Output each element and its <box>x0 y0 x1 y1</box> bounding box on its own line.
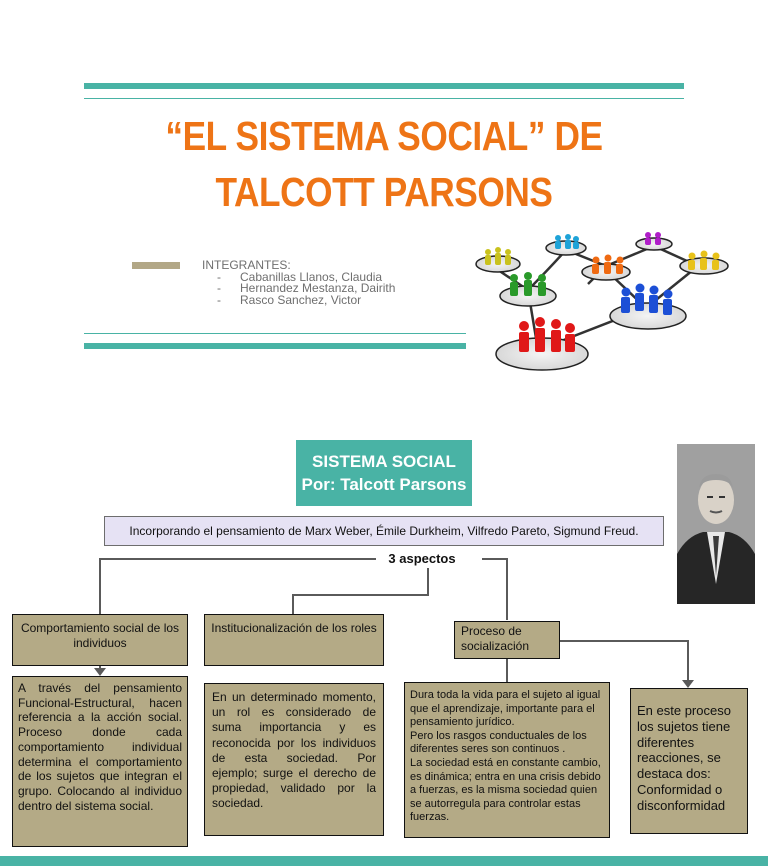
connector-line <box>427 568 429 595</box>
member-item: - Hernandez Mestanza, Dairith <box>217 281 396 295</box>
aspect-text-3-para-1: Dura toda la vida para el sujeto al igual que el aprendizaje, importante para el pensamiento jurídico. <box>410 689 601 729</box>
top-teal-line <box>84 98 684 99</box>
integrantes-label: INTEGRANTES: <box>202 258 291 272</box>
aspect-header-1: Comportamiento social de los individuos <box>12 614 188 666</box>
bottom-teal-band <box>0 856 768 866</box>
member-item: - Rasco Sanchez, Victor <box>217 292 362 307</box>
aspect-text-3-para-2: Pero los rasgos conductuales de los diferentes seres son continuos . <box>410 729 587 756</box>
bottom-teal-line <box>84 333 468 334</box>
slide-title <box>126 108 642 220</box>
connector-line <box>99 558 101 614</box>
arrow-down-icon <box>682 680 694 688</box>
connector-line <box>99 558 376 560</box>
aspect-text-3 <box>404 682 610 838</box>
social-network-image <box>466 232 746 390</box>
aspectos-label: 3 aspectos <box>376 550 468 568</box>
aspect-text-1: A través del pensamiento Funcional-Estructural, hacen referencia a la acción social. Proceso donde cada comportamiento individual determina el comportamiento de los sujetos que integran el grupo. Colocando al individuo dentro del sistema social. <box>12 676 188 847</box>
member-name: Cabanillas Llanos, Claudia <box>240 269 383 284</box>
concept-map-title <box>296 440 472 506</box>
talcott-parsons-photo <box>677 444 755 604</box>
connector-line <box>292 594 429 596</box>
connector-line <box>687 640 689 682</box>
top-teal-bar <box>84 83 684 89</box>
aspect-header-3: Proceso de socialización <box>454 621 560 659</box>
title-line-1: “EL SISTEMA SOCIAL” DE <box>165 113 603 159</box>
connector-line <box>292 594 294 614</box>
network-illustration <box>466 232 746 390</box>
member-item: - Cabanillas Llanos, Claudia <box>217 269 383 284</box>
accent-dash <box>132 262 180 269</box>
title-line-2: TALCOTT PARSONS <box>215 169 553 215</box>
connector-line <box>560 640 688 642</box>
member-name: Hernandez Mestanza, Dairith <box>240 281 396 295</box>
portrait-illustration <box>677 444 755 604</box>
connector-line <box>506 558 508 620</box>
aspect-text-4: En este proceso los sujetos tiene diferentes reacciones, se destaca dos: Conformidad o disconformidad <box>630 688 748 834</box>
incorporando-box: Incorporando el pensamiento de Marx Weber, Émile Durkheim, Vilfredo Pareto, Sigmund Freud. <box>104 516 664 546</box>
connector-line <box>482 558 508 560</box>
aspect-header-2: Institucionalización de los roles <box>204 614 384 666</box>
concept-map-title-line-1: SISTEMA SOCIAL <box>312 452 456 471</box>
connector-line <box>506 659 508 682</box>
aspect-text-3-para-3: La sociedad está en constante cambio, es dinámica; entra en una crisis debido a fuerzas, es la misma sociedad quien se autorregula para controlar estas fuerzas. <box>410 756 601 824</box>
arrow-down-icon <box>94 668 106 676</box>
integrantes-block <box>202 260 395 306</box>
member-name: Rasco Sanchez, Victor <box>240 292 362 307</box>
bottom-teal-bar <box>84 343 468 349</box>
concept-map-title-line-2: Por: Talcott Parsons <box>301 475 467 494</box>
aspect-text-2: En un determinado momento, un rol es considerado de suma importancia y es reconocida por los individuos de esta sociedad. Por ejemplo; surge el derecho de propiedad, validado por la sociedad. <box>204 683 384 836</box>
